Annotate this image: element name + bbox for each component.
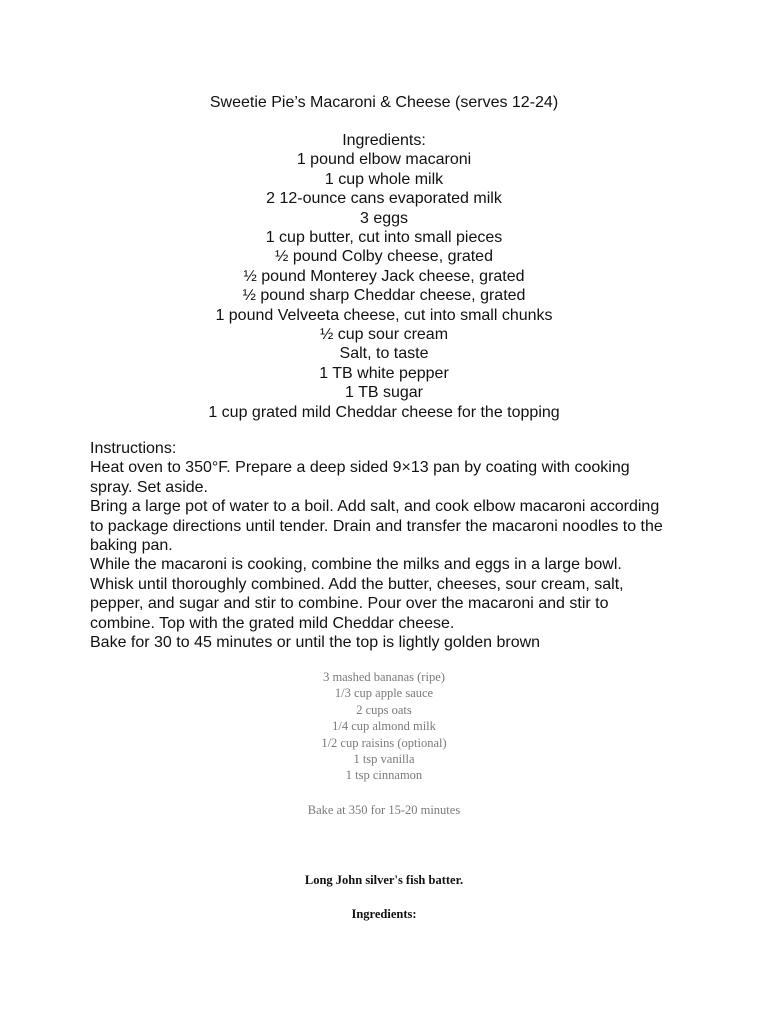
instruction-line: spray. Set aside.: [90, 478, 208, 496]
instruction-line: baking pan.: [90, 537, 173, 555]
ingredient-line: 1 pound Velveeta cheese, cut into small chunks: [215, 306, 553, 324]
instruction-line: Bring a large pot of water to a boil. Add salt, and cook elbow macaroni according: [90, 498, 660, 516]
ingredient-line: ½ pound Monterey Jack cheese, grated: [243, 267, 525, 285]
recipe-title-mac-and-cheese: Sweetie Pie’s Macaroni & Cheese (serves 12-24): [209, 94, 559, 111]
ingredient-line: 1 cup whole milk: [324, 170, 444, 188]
instruction-line: combine. Top with the grated mild Cheddar cheese.: [90, 614, 455, 632]
ingredient-line: 3 eggs: [359, 209, 409, 227]
mac-and-cheese-ingredients-list: [0, 131, 768, 422]
ingredient-line: 3 mashed bananas (ripe): [323, 670, 445, 684]
instruction-line: Bake for 30 to 45 minutes or until the top is lightly golden brown: [90, 634, 541, 652]
ingredient-line: ½ pound sharp Cheddar cheese, grated: [242, 287, 526, 305]
recipe-title-fish-batter: Long John silver's fish batter.: [304, 873, 464, 887]
instructions-heading: Instructions:: [90, 440, 177, 457]
fish-batter-ingredients-heading: Ingredients:: [351, 907, 417, 921]
instruction-line: pepper, and sugar and stir to combine. Pour over the macaroni and stir to: [90, 595, 609, 613]
ingredient-line: Salt, to taste: [339, 345, 429, 363]
ingredient-line: 1/2 cup raisins (optional): [321, 735, 447, 750]
ingredient-line: 1 cup grated mild Cheddar cheese for the topping: [208, 403, 560, 421]
ingredient-line: 1/3 cup apple sauce: [334, 686, 434, 701]
instruction-line: While the macaroni is cooking, combine the milks and eggs in a large bowl.: [90, 556, 622, 574]
ingredient-line: 2 cups oats: [356, 702, 412, 717]
ingredients-heading: Ingredients:: [342, 132, 426, 149]
banana-oat-ingredients-list: [0, 669, 768, 784]
ingredient-line: 1 tsp cinnamon: [345, 768, 423, 783]
ingredient-line: 1 pound elbow macaroni: [296, 151, 472, 169]
banana-oat-bake-instruction: Bake at 350 for 15-20 minutes: [307, 803, 461, 817]
instruction-line: to package directions until tender. Drain and transfer the macaroni noodles to the: [90, 517, 663, 535]
ingredient-line: 1 tsp vanilla: [353, 752, 415, 767]
ingredient-line: 1 TB white pepper: [319, 364, 449, 382]
ingredient-line: 1/4 cup almond milk: [332, 719, 436, 734]
ingredient-line: ½ pound Colby cheese, grated: [275, 248, 493, 266]
instruction-line: Heat oven to 350°F. Prepare a deep sided 9×13 pan by coating with cooking: [90, 459, 630, 477]
ingredient-line: 2 12-ounce cans evaporated milk: [266, 190, 502, 208]
mac-and-cheese-instructions: [90, 439, 690, 652]
ingredient-line: 1 cup butter, cut into small pieces: [265, 229, 503, 247]
ingredient-line: ½ cup sour cream: [319, 326, 449, 344]
ingredient-line: 1 TB sugar: [345, 384, 423, 402]
instruction-line: Whisk until thoroughly combined. Add the butter, cheeses, sour cream, salt,: [90, 575, 624, 593]
